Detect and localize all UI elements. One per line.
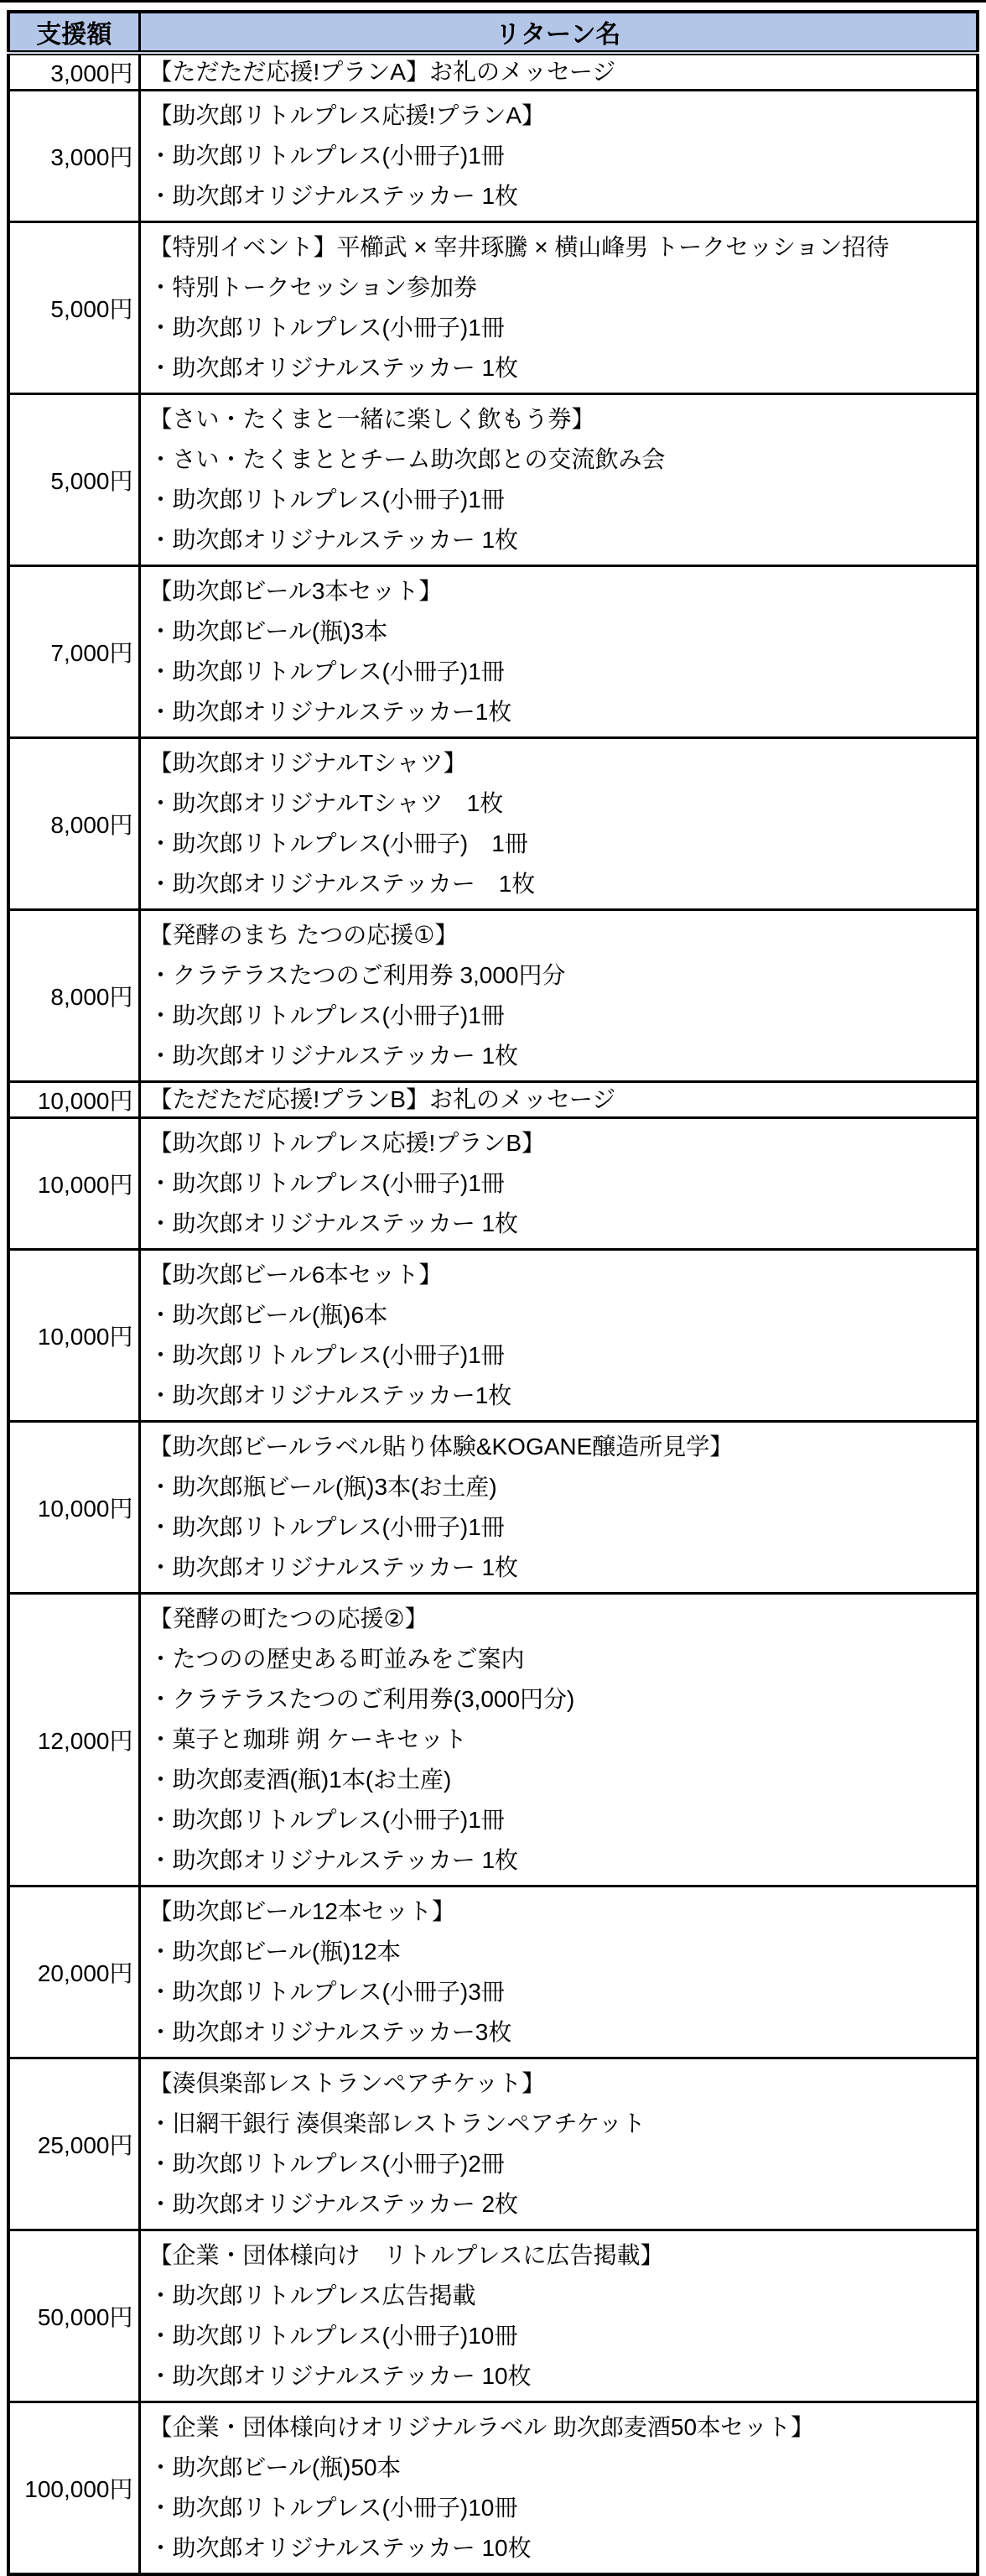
return-cell: [139, 910, 978, 1082]
return-line: ・助次郎オリジナルステッカー1枚: [148, 699, 512, 725]
table-row: [8, 53, 978, 91]
return-line: ・助次郎オリジナルステッカー 1枚: [148, 871, 536, 897]
return-line: 【助次郎ビール12本セット】: [148, 1898, 455, 1924]
return-cell: [139, 1250, 978, 1422]
return-line: ・助次郎オリジナルステッカー 10枚: [148, 2363, 532, 2389]
amount-cell: 100,000円: [8, 2402, 139, 2575]
table-row: [8, 2058, 978, 2230]
amount-cell: 10,000円: [8, 1250, 139, 1422]
return-line: 【助次郎ビール3本セット】: [148, 578, 443, 604]
amount-cell: 10,000円: [8, 1082, 139, 1118]
return-line: ・クラテラスたつのご利用券 3,000円分: [148, 962, 566, 988]
return-line: ・助次郎ビール(瓶)50本: [148, 2454, 401, 2480]
return-cell: [139, 2402, 978, 2575]
return-line: ・クラテラスたつのご利用券(3,000円分): [148, 1686, 575, 1712]
return-cell: [139, 2230, 978, 2402]
return-cell: [139, 394, 978, 566]
return-line: ・たつのの歴史ある町並みをご案内: [148, 1646, 525, 1672]
return-line: ・助次郎瓶ビール(瓶)3本(お土産): [148, 1474, 497, 1500]
amount-cell: 3,000円: [8, 91, 139, 222]
return-line: ・助次郎リトルプレス(小冊子)1冊: [148, 487, 505, 513]
top-divider: [0, 0, 986, 3]
table-row: [8, 738, 978, 910]
return-line: ・助次郎リトルプレス(小冊子)1冊: [148, 1514, 505, 1540]
header-row: [8, 12, 978, 53]
table-row: [8, 1422, 978, 1594]
return-line: 【発酵の町たつの応援②】: [148, 1605, 428, 1631]
table-row: [8, 566, 978, 738]
amount-cell: 12,000円: [8, 1594, 139, 1886]
return-line: ・助次郎リトルプレス(小冊子)2冊: [148, 2151, 505, 2177]
return-line: ・助次郎オリジナルステッカー 2枚: [148, 2191, 519, 2217]
return-cell: [139, 738, 978, 910]
return-line: ・助次郎麦酒(瓶)1本(お土産): [148, 1767, 452, 1793]
return-line: ・助次郎オリジナルステッカー 1枚: [148, 355, 519, 381]
return-line: ・助次郎リトルプレス(小冊子)10冊: [148, 2495, 518, 2521]
return-line: ・助次郎オリジナルTシャツ 1枚: [148, 790, 504, 816]
return-line: 【湊倶楽部レストランペアチケット】: [148, 2070, 546, 2096]
amount-column-header: 支援額: [8, 12, 139, 53]
return-line: ・助次郎オリジナルステッカー 10枚: [148, 2535, 532, 2561]
table-row: [8, 1118, 978, 1250]
table-row: [8, 1886, 978, 2058]
return-line: ・助次郎ビール(瓶)6本: [148, 1302, 388, 1328]
return-line: 【さい・たくまと一緒に楽しく飲もう券】: [148, 406, 595, 432]
return-cell: [139, 91, 978, 222]
table-row: [8, 1082, 978, 1118]
return-line: 【企業・団体様向け リトルプレスに広告掲載】: [148, 2242, 664, 2268]
table-row: [8, 910, 978, 1082]
amount-cell: 20,000円: [8, 1886, 139, 2058]
amount-cell: 8,000円: [8, 910, 139, 1082]
return-line: ・菓子と珈琲 朔 ケーキセット: [148, 1726, 468, 1752]
return-cell: [139, 1118, 978, 1250]
return-line: 【ただただ応援!プランA】お礼のメッセージ: [148, 59, 616, 85]
return-line: ・助次郎リトルプレス(小冊子)3冊: [148, 1979, 505, 2005]
return-line: ・助次郎オリジナルステッカー 1枚: [148, 1554, 519, 1580]
return-line: ・助次郎リトルプレス(小冊子)1冊: [148, 1002, 505, 1028]
table-row: [8, 222, 978, 394]
return-line: ・助次郎オリジナルステッカー 1枚: [148, 527, 519, 553]
return-line: 【助次郎リトルプレス応援!プランA】: [148, 102, 545, 128]
return-cell: [139, 2058, 978, 2230]
return-line: ・助次郎リトルプレス(小冊子)1冊: [148, 658, 505, 684]
return-cell: [139, 1082, 978, 1118]
return-line: ・助次郎リトルプレス(小冊子)1冊: [148, 1807, 505, 1833]
return-cell: [139, 566, 978, 738]
return-line: ・助次郎オリジナルステッカー 1枚: [148, 1043, 519, 1069]
return-cell: [139, 1422, 978, 1594]
return-line: 【助次郎ビールラベル貼り体験&KOGANE醸造所見学】: [148, 1434, 734, 1460]
table-row: [8, 394, 978, 566]
return-line: ・特別トークセッション参加券: [148, 274, 477, 300]
return-line: ・助次郎リトルプレス(小冊子)1冊: [148, 1342, 505, 1368]
return-line: ・助次郎オリジナルステッカー 1枚: [148, 183, 519, 209]
return-line: 【発酵のまち たつの応援①】: [148, 922, 459, 948]
return-line: 【助次郎リトルプレス応援!プランB】: [148, 1130, 545, 1156]
amount-cell: 5,000円: [8, 394, 139, 566]
amount-cell: 7,000円: [8, 566, 139, 738]
return-line: ・旧網干銀行 湊倶楽部レストランペアチケット: [148, 2110, 646, 2136]
return-line: ・助次郎オリジナルステッカー3枚: [148, 2019, 512, 2045]
rewards-table: [7, 10, 979, 2576]
return-line: ・助次郎オリジナルステッカー 1枚: [148, 1210, 519, 1236]
return-line: ・助次郎リトルプレス(小冊子) 1冊: [148, 830, 528, 856]
table-row: [8, 2402, 978, 2575]
returns-column-header: リターン名: [139, 12, 978, 53]
table-row: [8, 1250, 978, 1422]
return-line: ・助次郎ビール(瓶)12本: [148, 1939, 401, 1965]
amount-cell: 5,000円: [8, 222, 139, 394]
amount-cell: 3,000円: [8, 53, 139, 91]
return-cell: [139, 222, 978, 394]
table-row: [8, 1594, 978, 1886]
table-row: [8, 2230, 978, 2402]
amount-cell: 50,000円: [8, 2230, 139, 2402]
return-line: ・助次郎オリジナルステッカー1枚: [148, 1382, 512, 1408]
return-cell: [139, 1886, 978, 2058]
amount-cell: 8,000円: [8, 738, 139, 910]
return-line: ・さい・たくまととチーム助次郎との交流飲み会: [148, 446, 666, 472]
return-line: ・助次郎リトルプレス(小冊子)1冊: [148, 143, 505, 169]
return-line: ・助次郎リトルプレス(小冊子)1冊: [148, 1170, 505, 1196]
return-cell: [139, 1594, 978, 1886]
return-line: ・助次郎リトルプレス(小冊子)10冊: [148, 2323, 518, 2349]
table-row: [8, 91, 978, 222]
amount-cell: 10,000円: [8, 1118, 139, 1250]
return-line: 【助次郎ビール6本セット】: [148, 1262, 443, 1288]
amount-cell: 10,000円: [8, 1422, 139, 1594]
return-line: ・助次郎リトルプレス(小冊子)1冊: [148, 315, 505, 341]
return-line: ・助次郎ビール(瓶)3本: [148, 618, 388, 644]
return-line: ・助次郎オリジナルステッカー 1枚: [148, 1847, 519, 1873]
return-line: 【助次郎オリジナルTシャツ】: [148, 750, 467, 776]
return-line: 【特別イベント】平櫛武 × 宰井琢騰 × 横山峰男 トークセッション招待: [148, 234, 890, 260]
return-line: 【企業・団体様向けオリジナルラベル 助次郎麦酒50本セット】: [148, 2414, 815, 2440]
return-cell: [139, 53, 978, 91]
return-line: 【ただただ応援!プランB】お礼のメッセージ: [148, 1086, 616, 1112]
return-line: ・助次郎リトルプレス広告掲載: [148, 2282, 476, 2308]
amount-cell: 25,000円: [8, 2058, 139, 2230]
